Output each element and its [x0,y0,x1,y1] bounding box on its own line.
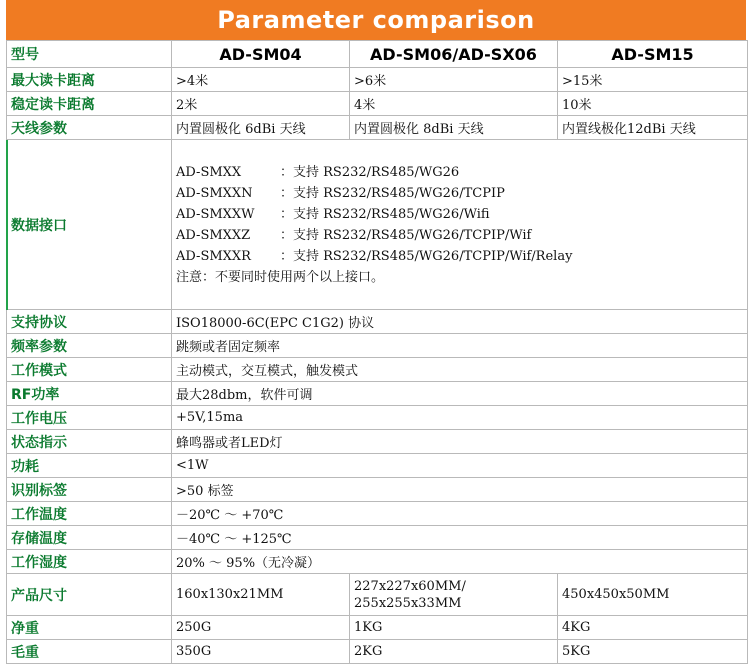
row-label: 频率参数 [7,334,172,358]
row-label: 状态指示 [7,430,172,454]
cell-value: 1KG [350,616,558,640]
table-row [7,430,748,454]
row-label: 工作温度 [7,502,172,526]
model-sm04: AD-SM04 [172,41,350,68]
interface-line: AD-SMXXR ：支持 RS232/RS485/WG26/TCPIP/Wif/Relay [176,248,573,264]
cell-value: 10米 [558,92,748,116]
model-sm06: AD-SM06/AD-SX06 [350,41,558,68]
cell-value: 250G [172,616,350,640]
parameter-table [6,40,748,664]
row-label: 支持协议 [7,310,172,334]
cell-value: 内置线极化12dBi 天线 [558,116,748,140]
table-row [7,502,748,526]
header-row [7,41,748,68]
table-row [7,382,748,406]
row-label: 工作湿度 [7,550,172,574]
cell-value: 2米 [172,92,350,116]
cell-value: －20℃ ～ +70℃ [172,502,748,526]
cell-value: 跳频或者固定频率 [172,334,748,358]
size-row [7,574,748,616]
row-label: 数据接口 [7,140,172,310]
cell-value: 蜂鸣器或者LED灯 [172,430,748,454]
cell-value: >50 标签 [172,478,748,502]
table-row [7,68,748,92]
table-row [7,358,748,382]
cell-value: 4KG [558,616,748,640]
row-label: 工作模式 [7,358,172,382]
row-label: 天线参数 [7,116,172,140]
row-label: 毛重 [7,640,172,664]
cell-value: 20% ～ 95%（无冷凝） [172,550,748,574]
cell-value: >6米 [350,68,558,92]
selection-marker [6,140,8,310]
row-label: 净重 [7,616,172,640]
interface-line: AD-SMXXN ：支持 RS232/RS485/WG26/TCPIP [176,185,505,201]
interface-cell [172,140,748,310]
cell-value: 4米 [350,92,558,116]
row-label: 最大读卡距离 [7,68,172,92]
table-row [7,640,748,664]
table-row [7,92,748,116]
interface-line: AD-SMXXZ ：支持 RS232/RS485/WG26/TCPIP/Wif [176,227,532,243]
row-label: 工作电压 [7,406,172,430]
table-row [7,310,748,334]
cell-value: 350G [172,640,350,664]
cell-value: －40℃ ～ +125℃ [172,526,748,550]
cell-value: >15米 [558,68,748,92]
table-row [7,406,748,430]
cell-value: 5KG [558,640,748,664]
cell-value: 主动模式，交互模式，触发模式 [172,358,748,382]
table-row [7,616,748,640]
interface-row [7,140,748,310]
row-label: RF功率 [7,382,172,406]
cell-value: ISO18000-6C(EPC C1G2) 协议 [172,310,748,334]
cell-value: 2KG [350,640,558,664]
cell-value: 内置圆极化 6dBi 天线 [172,116,350,140]
row-label: 稳定读卡距离 [7,92,172,116]
title-banner [6,0,746,40]
cell-value: 160x130x21MM [172,574,350,616]
model-label: 型号 [7,41,172,68]
table-row [7,478,748,502]
cell-value: >4米 [172,68,350,92]
interface-note: 注意：不要同时使用两个以上接口。 [176,269,385,285]
cell-value: 450x450x50MM [558,574,748,616]
row-label: 产品尺寸 [7,574,172,616]
table-row [7,526,748,550]
table-row [7,454,748,478]
interface-line: AD-SMXX ：支持 RS232/RS485/WG26 [176,164,460,180]
row-label: 功耗 [7,454,172,478]
cell-value-twoline: 227x227x60MM/ 255x255x33MM [350,574,558,616]
cell-value: 最大28dbm，软件可调 [172,382,748,406]
table-row [7,116,748,140]
row-label: 存储温度 [7,526,172,550]
table-row [7,550,748,574]
cell-value: 内置圆极化 8dBi 天线 [350,116,558,140]
banner-title: Parameter comparison [217,6,535,34]
row-label: 识别标签 [7,478,172,502]
model-sm15: AD-SM15 [558,41,748,68]
interface-line: AD-SMXXW ：支持 RS232/RS485/WG26/Wifi [176,206,490,222]
cell-value: <1W [172,454,748,478]
cell-value: +5V,15ma [172,406,748,430]
table-row [7,334,748,358]
